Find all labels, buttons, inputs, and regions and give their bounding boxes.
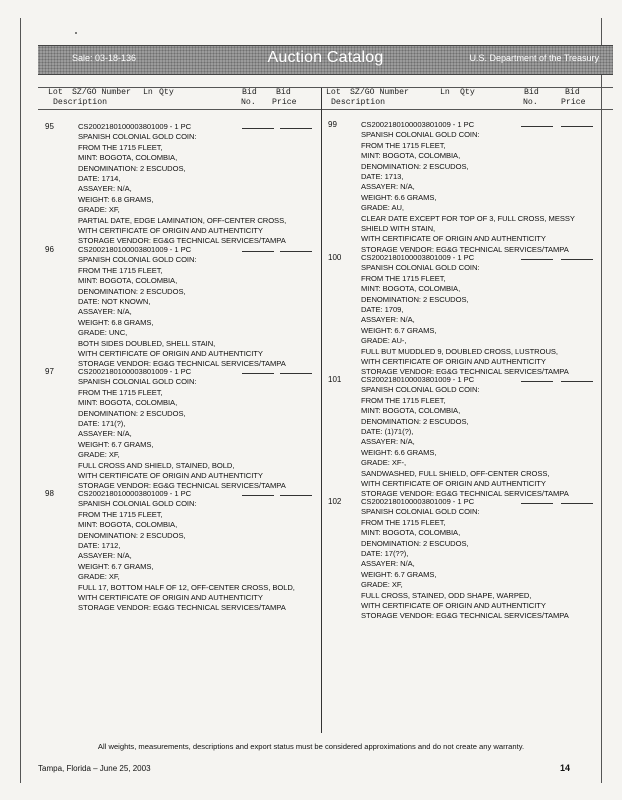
description-line: ASSAYER: N/A, — [361, 437, 415, 447]
description-line: FULL BUT MUDDLED 9, DOUBLED CROSS, LUSTROUS, — [361, 346, 558, 356]
bid-price-blank[interactable] — [280, 373, 312, 374]
description-line: FROM THE 1715 FLEET, — [78, 509, 163, 519]
lot-description — [361, 120, 622, 255]
lot-number: 102 — [328, 497, 342, 506]
description-line: STORAGE VENDOR: EG&G TECHNICAL SERVICES/TAMPA — [361, 367, 569, 377]
description-line: DENOMINATION: 2 ESCUDOS, — [78, 286, 186, 296]
description-line: CS2002180100003801009 - 1 PC — [361, 253, 475, 262]
description-line: MINT: BOGOTA, COLOMBIA, — [361, 406, 461, 416]
description-line: SPANISH COLONIAL GOLD COIN: — [78, 377, 197, 387]
col-bid2: Bid — [565, 88, 580, 97]
col-price: Price — [272, 98, 297, 107]
description-line: DENOMINATION: 2 ESCUDOS, — [78, 408, 186, 418]
lot-entry — [45, 245, 358, 370]
description-line: MINT: BOGOTA, COLOMBIA, — [361, 284, 461, 294]
description-line: DATE: 17(??), — [361, 549, 409, 559]
description-line: SHIELD WITH STAIN, — [361, 224, 436, 234]
lot-entry — [328, 120, 622, 255]
description-line: DATE: 1714, — [78, 174, 121, 184]
col-ln: Ln — [440, 88, 450, 97]
col-lot: Lot — [48, 88, 63, 97]
description-line: SPANISH COLONIAL GOLD COIN: — [361, 385, 480, 395]
description-line: ASSAYER: N/A, — [361, 559, 415, 569]
description-line: STORAGE VENDOR: EG&G TECHNICAL SERVICES/TAMPA — [361, 611, 569, 621]
description-line: DENOMINATION: 2 ESCUDOS, — [361, 538, 469, 548]
description-line: GRADE: XF, — [361, 580, 403, 590]
scan-speck — [75, 32, 77, 34]
lot-entry — [45, 489, 358, 614]
description-line: DENOMINATION: 2 ESCUDOS, — [361, 416, 469, 426]
description-line: MINT: BOGOTA, COLOMBIA, — [78, 276, 178, 286]
description-line: DENOMINATION: 2 ESCUDOS, — [361, 294, 469, 304]
lot-number: 99 — [328, 120, 337, 129]
disclaimer: All weights, measurements, descriptions and export status must be considered approximations and do not create any warranty. — [97, 742, 525, 751]
description-line: CS2002180100003801009 - 1 PC — [361, 120, 475, 129]
bid-price-blank[interactable] — [280, 251, 312, 252]
lot-description — [78, 122, 358, 247]
description-line: SANDWASHED, FULL SHIELD, OFF-CENTER CROSS, — [361, 468, 550, 478]
description-line: WEIGHT: 6.8 GRAMS, — [78, 194, 154, 204]
description-line: FROM THE 1715 FLEET, — [361, 140, 446, 150]
description-line: DATE: 171(?), — [78, 419, 126, 429]
lot-description — [361, 375, 622, 500]
lot-number: 96 — [45, 245, 54, 254]
description-line: ASSAYER: N/A, — [78, 551, 132, 561]
description-line: ASSAYER: N/A, — [78, 307, 132, 317]
description-line: FULL CROSS, STAINED, ODD SHAPE, WARPED, — [361, 590, 532, 600]
lot-description — [78, 489, 358, 614]
description-line: STORAGE VENDOR: EG&G TECHNICAL SERVICES/TAMPA — [361, 489, 569, 499]
lot-entry — [328, 375, 622, 500]
description-line: PARTIAL DATE, EDGE LAMINATION, OFF-CENTER CROSS, — [78, 215, 287, 225]
lot-entry — [45, 122, 358, 247]
page-number: 14 — [560, 763, 571, 773]
location-date: Tampa, Florida – June 25, 2003 — [38, 764, 151, 773]
description-line: GRADE: AU-, — [361, 336, 407, 346]
lot-number: 98 — [45, 489, 54, 498]
description-line: SPANISH COLONIAL GOLD COIN: — [361, 507, 480, 517]
description-line: GRADE: AU, — [361, 203, 404, 213]
description-line: DATE: (1)71(?), — [361, 427, 414, 437]
description-line: FROM THE 1715 FLEET, — [78, 142, 163, 152]
description-line: FROM THE 1715 FLEET, — [361, 395, 446, 405]
description-line: BOTH SIDES DOUBLED, SHELL STAIN, — [78, 338, 216, 348]
lot-entry — [328, 253, 622, 378]
col-qty: Qty — [460, 88, 475, 97]
description-line: DATE: 1712, — [78, 541, 121, 551]
col-qty: Qty — [159, 88, 174, 97]
description-line: GRADE: XF, — [78, 572, 120, 582]
bid-price-blank[interactable] — [561, 381, 593, 382]
description-line: FULL CROSS AND SHIELD, STAINED, BOLD, — [78, 460, 235, 470]
description-line: FROM THE 1715 FLEET, — [361, 273, 446, 283]
col-sz-go: SZ/GO Number — [350, 88, 409, 97]
description-line: DATE: 1713, — [361, 172, 404, 182]
description-line: GRADE: XF, — [78, 205, 120, 215]
header-rule-bottom — [38, 109, 613, 110]
description-line: STORAGE VENDOR: EG&G TECHNICAL SERVICES/TAMPA — [78, 236, 286, 246]
bid-price-blank[interactable] — [561, 126, 593, 127]
description-line: WEIGHT: 6.7 GRAMS, — [361, 569, 437, 579]
description-line: CS2002180100003801009 - 1 PC — [78, 245, 192, 254]
description-line: MINT: BOGOTA, COLOMBIA, — [78, 398, 178, 408]
description-line: WITH CERTIFICATE OF ORIGIN AND AUTHENTICITY — [78, 593, 263, 603]
description-line: MINT: BOGOTA, COLOMBIA, — [78, 520, 178, 530]
bid-number-blank[interactable] — [521, 259, 553, 260]
description-line: ASSAYER: N/A, — [78, 429, 132, 439]
description-line: WITH CERTIFICATE OF ORIGIN AND AUTHENTICITY — [361, 479, 546, 489]
sale-number: Sale: 03-18-136 — [72, 53, 137, 63]
bid-number-blank[interactable] — [242, 495, 274, 496]
catalog-title: Auction Catalog — [267, 49, 384, 66]
description-line: WEIGHT: 6.6 GRAMS, — [361, 447, 437, 457]
lot-description — [78, 367, 358, 492]
description-line: CS2002180100003801009 - 1 PC — [78, 367, 192, 376]
description-line: CS2002180100003801009 - 1 PC — [78, 489, 192, 498]
description-line: FULL 17, BOTTOM HALF OF 12, OFF-CENTER CROSS, BOLD, — [78, 582, 295, 592]
description-line: WITH CERTIFICATE OF ORIGIN AND AUTHENTICITY — [361, 357, 546, 367]
bid-number-blank[interactable] — [521, 381, 553, 382]
description-line: CS2002180100003801009 - 1 PC — [78, 122, 192, 131]
col-description: Description — [53, 98, 108, 107]
bid-number-blank[interactable] — [242, 373, 274, 374]
description-line: FROM THE 1715 FLEET, — [361, 517, 446, 527]
bid-number-blank[interactable] — [242, 128, 274, 129]
col-bid: Bid — [242, 88, 257, 97]
description-line: MINT: BOGOTA, COLOMBIA, — [78, 153, 178, 163]
description-line: DATE: 1709, — [361, 305, 404, 315]
description-line: GRADE: UNC, — [78, 328, 128, 338]
description-line: CLEAR DATE EXCEPT FOR TOP OF 3, FULL CROSS, MESSY — [361, 213, 575, 223]
col-no: No. — [241, 98, 256, 107]
description-line: SPANISH COLONIAL GOLD COIN: — [78, 132, 197, 142]
description-line: STORAGE VENDOR: EG&G TECHNICAL SERVICES/TAMPA — [78, 359, 286, 369]
description-line: CS2002180100003801009 - 1 PC — [361, 375, 475, 384]
lot-number: 95 — [45, 122, 54, 131]
lot-entry — [328, 497, 622, 622]
description-line: SPANISH COLONIAL GOLD COIN: — [78, 255, 197, 265]
description-line: WEIGHT: 6.7 GRAMS, — [78, 561, 154, 571]
description-line: WITH CERTIFICATE OF ORIGIN AND AUTHENTICITY — [361, 234, 546, 244]
col-bid2: Bid — [276, 88, 291, 97]
description-line: DENOMINATION: 2 ESCUDOS, — [78, 530, 186, 540]
description-line: FROM THE 1715 FLEET, — [78, 265, 163, 275]
description-line: GRADE: XF-, — [361, 458, 407, 468]
col-description: Description — [331, 98, 386, 107]
description-line: SPANISH COLONIAL GOLD COIN: — [78, 499, 197, 509]
col-ln: Ln — [143, 88, 153, 97]
description-line: MINT: BOGOTA, COLOMBIA, — [361, 151, 461, 161]
description-line: SPANISH COLONIAL GOLD COIN: — [361, 130, 480, 140]
col-no: No. — [523, 98, 538, 107]
col-sz-go: SZ/GO Number — [72, 88, 131, 97]
description-line: DATE: NOT KNOWN, — [78, 297, 151, 307]
description-line: STORAGE VENDOR: EG&G TECHNICAL SERVICES/TAMPA — [78, 481, 286, 491]
lot-description — [78, 245, 358, 370]
description-line: CS2002180100003801009 - 1 PC — [361, 497, 475, 506]
description-line: WEIGHT: 6.6 GRAMS, — [361, 192, 437, 202]
description-line: WITH CERTIFICATE OF ORIGIN AND AUTHENTICITY — [361, 601, 546, 611]
description-line: STORAGE VENDOR: EG&G TECHNICAL SERVICES/TAMPA — [78, 603, 286, 613]
lot-entry — [45, 367, 358, 492]
description-line: STORAGE VENDOR: EG&G TECHNICAL SERVICES/TAMPA — [361, 244, 569, 254]
bid-number-blank[interactable] — [521, 126, 553, 127]
description-line: WEIGHT: 6.8 GRAMS, — [78, 317, 154, 327]
department-name: U.S. Department of the Treasury — [469, 53, 599, 63]
description-line: ASSAYER: N/A, — [361, 315, 415, 325]
lot-description — [361, 253, 622, 378]
col-bid: Bid — [524, 88, 539, 97]
bid-price-blank[interactable] — [280, 128, 312, 129]
lot-description — [361, 497, 622, 622]
description-line: GRADE: XF, — [78, 450, 120, 460]
bid-number-blank[interactable] — [521, 503, 553, 504]
description-line: WEIGHT: 6.7 GRAMS, — [361, 325, 437, 335]
column-headers-right — [322, 88, 612, 109]
lot-number: 100 — [328, 253, 342, 262]
bid-price-blank[interactable] — [280, 495, 312, 496]
bid-price-blank[interactable] — [561, 503, 593, 504]
col-price: Price — [561, 98, 586, 107]
description-line: MINT: BOGOTA, COLOMBIA, — [361, 528, 461, 538]
lot-number: 97 — [45, 367, 54, 376]
description-line: DENOMINATION: 2 ESCUDOS, — [361, 161, 469, 171]
col-lot: Lot — [326, 88, 341, 97]
description-line: ASSAYER: N/A, — [78, 184, 132, 194]
lot-number: 101 — [328, 375, 342, 384]
description-line: WEIGHT: 6.7 GRAMS, — [78, 439, 154, 449]
catalog-banner — [38, 45, 613, 75]
description-line: WITH CERTIFICATE OF ORIGIN AND AUTHENTICITY — [78, 349, 263, 359]
column-headers-left — [40, 88, 320, 109]
bid-price-blank[interactable] — [561, 259, 593, 260]
description-line: FROM THE 1715 FLEET, — [78, 387, 163, 397]
description-line: SPANISH COLONIAL GOLD COIN: — [361, 263, 480, 273]
description-line: WITH CERTIFICATE OF ORIGIN AND AUTHENTICITY — [78, 226, 263, 236]
description-line: WITH CERTIFICATE OF ORIGIN AND AUTHENTICITY — [78, 471, 263, 481]
description-line: ASSAYER: N/A, — [361, 182, 415, 192]
bid-number-blank[interactable] — [242, 251, 274, 252]
description-line: DENOMINATION: 2 ESCUDOS, — [78, 163, 186, 173]
